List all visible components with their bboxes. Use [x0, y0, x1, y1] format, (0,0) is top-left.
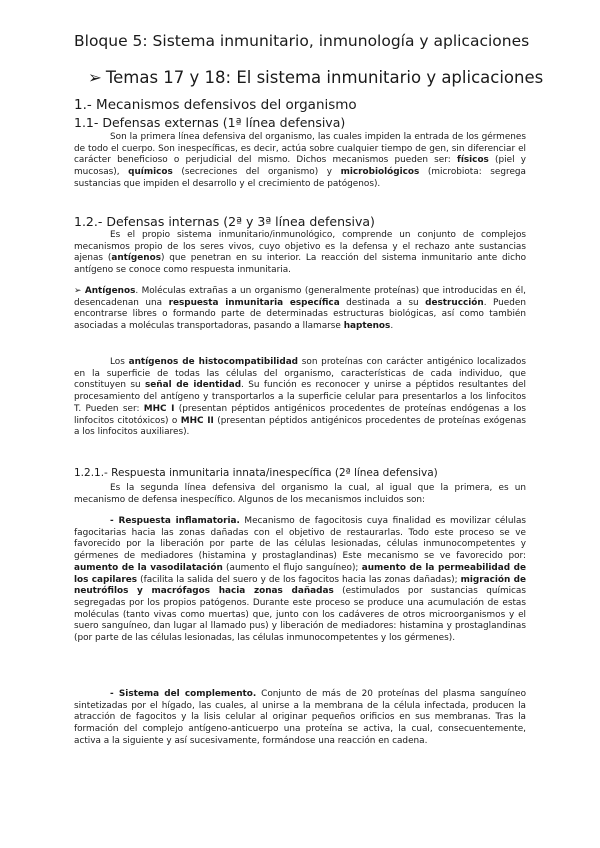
paragraph-inflammatory-response: - Respuesta inflamatoria. Mecanismo de fagocitosis cuya finalidad es movilizar células fagocitarias hacia las zonas dañadas con el objetivo de restaurarlas. Todo este proceso se ve favorecido por la liberación por parte de las células lesionadas, células inmunocompetentes y gérmenes de mediadores (histamina y prostaglandinas) Este mecanismo se ve favorecido por: aumento de la vasodilatación (aumento el flujo sanguíneo); aumento de la permeabilidad de los capilares (facilita la salida del suero y de los fagocitos hacia las zonas dañadas); migración de neutrófilos y macrófagos hacia zonas dañadas (estimulados por sustancias químicas segregadas por los propios patógenos. Durante este proceso se produce una acumulación de estas moléculas (tanto vivas como muertas) que, junto con los cadáveres de otros microorganismos y el suero sanguíneo, dan lugar al llamado pus) y liberación de mediadores: histamina y prostaglandinas (por parte de las células lesionadas, las células inmunocompetentes y los gérmenes).: [74, 516, 527, 644]
section-1-2-1-heading: 1.2.1.- Respuesta inmunitaria innata/inespecífica (2ª línea defensiva): [74, 467, 438, 479]
topic-title: [88, 68, 568, 87]
section-1-heading: 1.- Mecanismos defensivos del organismo: [74, 97, 357, 113]
paragraph-complement-system: - Sistema del complemento. Conjunto de más de 20 proteínas del plasma sanguíneo sintetizadas por el hígado, las cuales, al unirse a la membrana de la célula infectada, producen la atracción de fagocitos y la lisis celular al originar pequeños orificios en sus membranas. Tras la formación del complejo antígeno-anticuerpo una proteína se activa, la cual, consecuentemente, activa a la siguiente y así sucesivamente, formándose una reacción en cadena.: [74, 689, 527, 746]
arrow-bullet-icon: ➢: [88, 68, 102, 87]
paragraph-external-defenses: Son la primera línea defensiva del organismo, las cuales impiden la entrada de los gérmenes de todo el cuerpo. Son inespecíficas, es decir, actúa sobre cualquier tiempo de gen, sin diferenciar el carácter beneficioso o perjudicial del mismo. Dichos mecanismos pueden ser: físicos (piel y mucosas), químicos (secreciones del organismo) y microbiológicos (microbiota: segrega sustancias que impiden el desarrollo y el crecimiento de patógenos).: [74, 132, 526, 189]
arrow-bullet-icon: ➢: [74, 286, 82, 296]
section-1-1-heading: 1.1- Defensas externas (1ª línea defensiva): [74, 115, 346, 130]
paragraph-histocompatibility: Los antígenos de histocompatibilidad son proteínas con carácter antigénico localizados en la superficie de todas las células del organismo, características de cada individuo, que constituyen su señal de identidad. Su función es reconocer y unirse a péptidos resultantes del procesamiento del antígeno y transportarlos a la superficie celular para presentarlos a los linfocitos T. Pueden ser: MHC I (presentan péptidos antigénicos procedentes de proteínas endógenas a los linfocitos citotóxicos) o MHC II (presentan péptidos antigénicos procedentes de proteínas exógenas a los linfocitos auxiliares).: [74, 357, 527, 438]
paragraph-internal-defenses: Es el propio sistema inmunitario/inmunológico, comprende un conjunto de complejos mecanismos propio de los seres vivos, cuyo objetivo es la defensa y el rechazo ante sustancias ajenas (antígenos) que penetran en su interior. La reacción del sistema inmunitario ante dicho antígeno se conoce como respuesta inmunitaria.: [74, 230, 526, 276]
section-1-2-heading: 1.2.- Defensas internas (2ª y 3ª línea defensiva): [74, 214, 375, 229]
topic-title-text: Temas 17 y 18: El sistema inmunitario y aplicaciones: [105, 68, 544, 87]
paragraph-antigens: ➢ Antígenos. Moléculas extrañas a un organismo (generalmente proteínas) que introducidas en él, desencadenan una respuesta inmunitaria específica destinada a su destrucción. Pueden encontrarse libres o formando parte de determinadas estructuras biológicas, así como también asociadas a moléculas transportadoras, pasando a llamarse haptenos.: [74, 286, 526, 332]
block-title: Bloque 5: Sistema inmunitario, inmunología y aplicaciones: [74, 32, 530, 50]
paragraph-innate-response: Es la segunda línea defensiva del organismo la cual, al igual que la primera, es un mecanismo de defensa inespecífico. Algunos de los mecanismos incluidos son:: [74, 483, 526, 505]
